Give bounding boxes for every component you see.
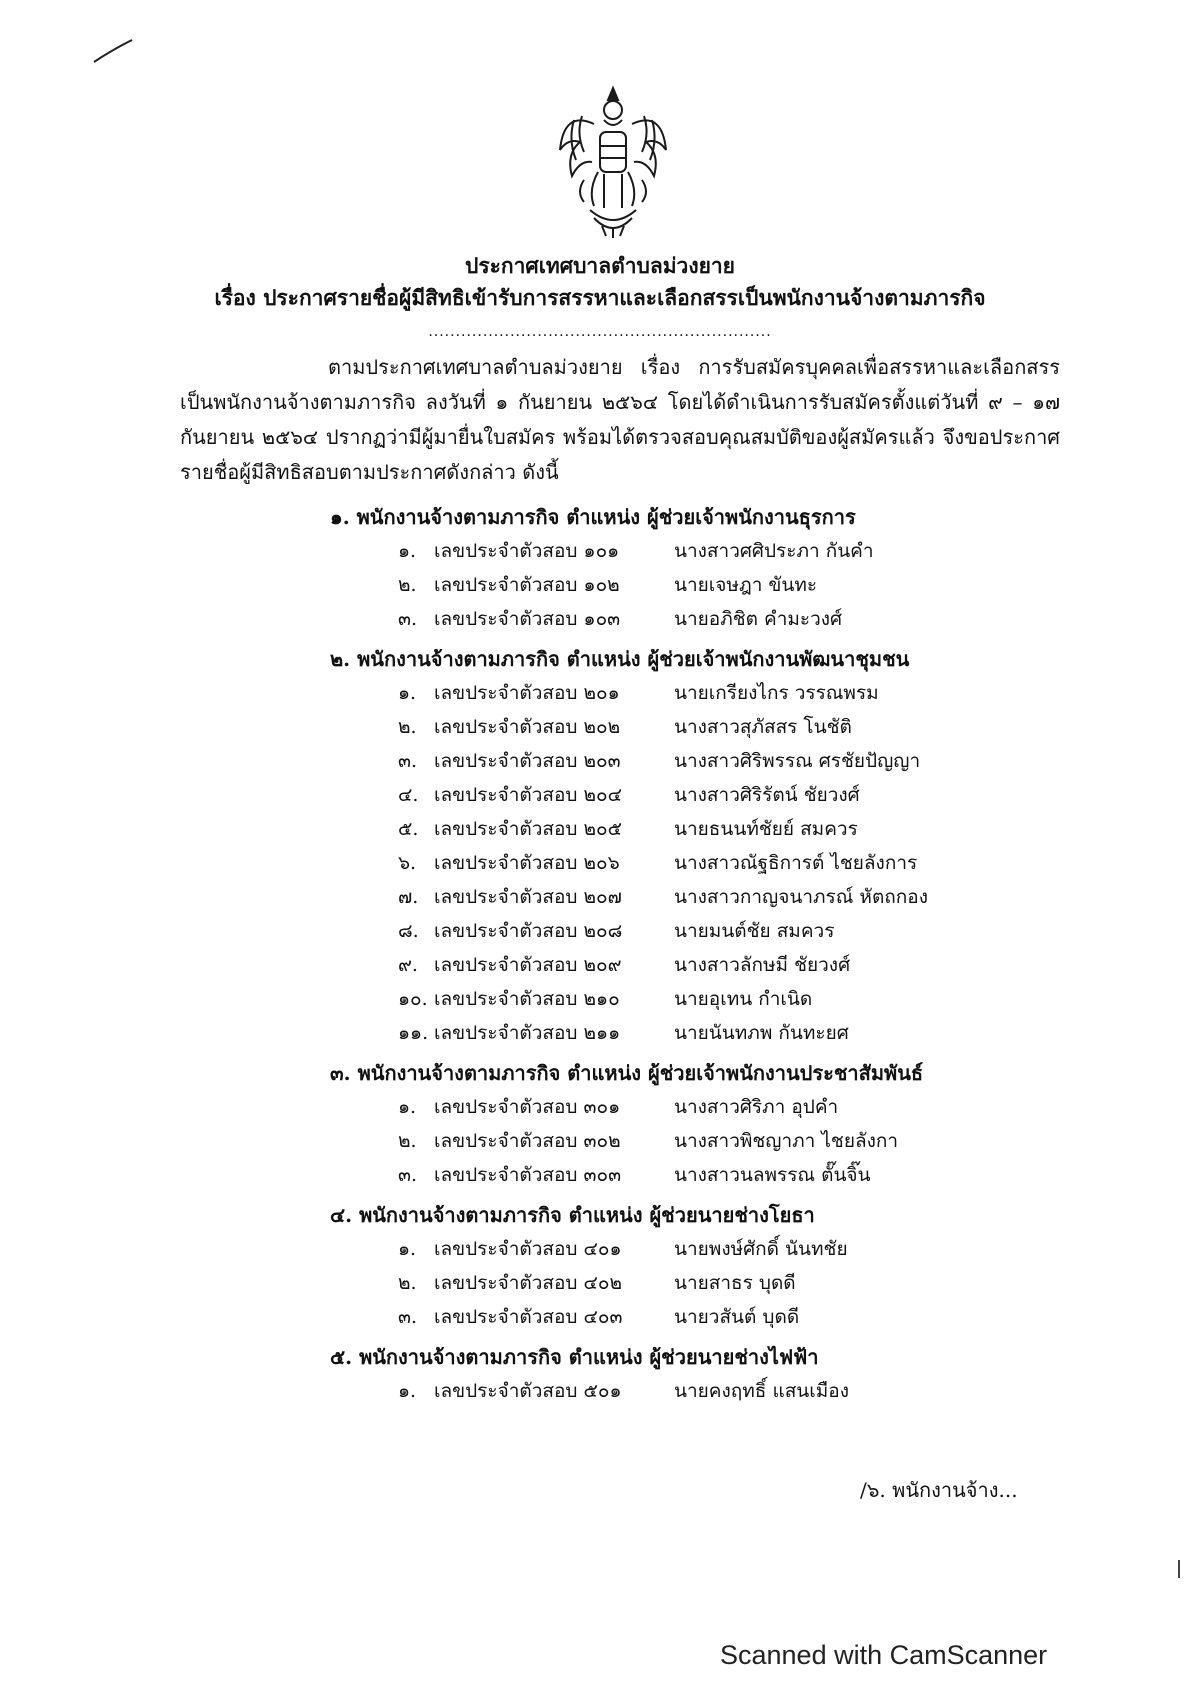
candidate-number: ๗. (398, 886, 419, 908)
candidate-name: นายอุเทน กำเนิด (674, 988, 813, 1010)
candidate-row (330, 568, 1130, 602)
candidate-number: ๔. (398, 784, 419, 806)
section-heading: ๒. พนักงานจ้างตามภารกิจ ตำแหน่ง ผู้ช่วยเจ้าพนักงานพัฒนาชุมชน (330, 647, 910, 671)
candidate-number: ๓. (398, 1306, 418, 1328)
exam-id-label: เลขประจำตัวสอบ ๒๐๓ (434, 750, 621, 772)
candidate-row (330, 846, 1130, 880)
candidate-row (330, 778, 1130, 812)
candidate-row (330, 676, 1130, 710)
candidate-number: ๓. (398, 750, 418, 772)
section-heading: ๕. พนักงานจ้างตามภารกิจ ตำแหน่ง ผู้ช่วยนายช่างไฟฟ้า (330, 1345, 819, 1369)
position-section (330, 1056, 1130, 1192)
exam-id-label: เลขประจำตัวสอบ ๒๐๒ (434, 716, 621, 738)
document-subject: เรื่อง ประกาศรายชื่อผู้มีสิทธิเข้ารับการสรรหาและเลือกสรรเป็นพนักงานจ้างตามภารกิจ (214, 285, 986, 310)
candidate-name: นางสาวณัฐธิการต์ ไชยลังการ (674, 852, 918, 874)
exam-id-label: เลขประจำตัวสอบ ๒๐๑ (434, 682, 620, 704)
candidate-number: ๒. (398, 1272, 417, 1294)
exam-id-label: เลขประจำตัวสอบ ๓๐๒ (434, 1130, 621, 1152)
candidate-name: นายสาธร บุดดี (674, 1272, 796, 1294)
exam-id-label: เลขประจำตัวสอบ ๑๐๓ (434, 608, 621, 630)
document-header (0, 250, 1200, 350)
candidate-row (330, 880, 1130, 914)
exam-id-label: เลขประจำตัวสอบ ๒๐๙ (434, 954, 622, 976)
candidate-sections (330, 500, 1130, 1414)
candidate-name: นายเจษฎา ขันทะ (674, 574, 818, 596)
intro-paragraph: ตามประกาศเทศบาลตำบลม่วงยาย เรื่อง การรับสมัครบุคคลเพื่อสรรหาและเลือกสรรเป็นพนักงานจ้างตามภารกิจ ลงวันที่ ๑ กันยายน ๒๕๖๔ โดยได้ดำเนินการรับสมัครตั้งแต่วันที่ ๙ – ๑๗ กันยายน ๒๕๖๔ ปรากฏว่ามีผู้มายื่นใบสมัคร พร้อมได้ตรวจสอบคุณสมบัติของผู้สมัครแล้ว จึงขอประกาศรายชื่อผู้มีสิทธิสอบตามประกาศดังกล่าว ดังนี้ (180, 355, 1060, 484)
candidate-name: นางสาวศิริพรรณ ศรชัยปัญญา (674, 750, 921, 772)
candidate-row (330, 948, 1130, 982)
candidate-name: นายมนต์ชัย สมควร (674, 920, 835, 942)
candidate-row (330, 534, 1130, 568)
candidate-name: นางสาวพิชญาภา ไชยลังกา (674, 1130, 899, 1152)
document-title: ประกาศเทศบาลตำบลม่วงยาย (465, 253, 735, 278)
candidate-number: ๑. (398, 1380, 417, 1402)
position-section (330, 1340, 1130, 1408)
candidate-name: นายธนนท์ชัยย์ สมควร (674, 818, 858, 840)
candidate-row (330, 982, 1130, 1016)
section-heading: ๔. พนักงานจ้างตามภารกิจ ตำแหน่ง ผู้ช่วยนายช่างโยธา (330, 1203, 815, 1227)
candidate-row (330, 744, 1130, 778)
exam-id-label: เลขประจำตัวสอบ ๔๐๑ (434, 1238, 622, 1260)
candidate-number: ๑๐. (398, 988, 428, 1010)
candidate-name: นางสาวศิริรัตน์ ชัยวงศ์ (674, 784, 860, 806)
candidate-row (330, 1124, 1130, 1158)
candidate-row (330, 1016, 1130, 1050)
candidate-row (330, 710, 1130, 744)
candidate-number: ๑. (398, 1238, 417, 1260)
position-section (330, 642, 1130, 1050)
section-heading: ๑. พนักงานจ้างตามภารกิจ ตำแหน่ง ผู้ช่วยเจ้าพนักงานธุรการ (330, 505, 856, 529)
pen-stroke-mark (92, 36, 136, 66)
candidate-name: นางสาวศิริภา อุปคำ (674, 1096, 839, 1118)
candidate-name: นางสาวลักษมี ชัยวงศ์ (674, 954, 851, 976)
candidate-row (330, 1300, 1130, 1334)
candidate-number: ๑. (398, 682, 417, 704)
exam-id-label: เลขประจำตัวสอบ ๔๐๓ (434, 1306, 623, 1328)
candidate-name: นางสาวสุภัสสร โนชัติ (674, 716, 852, 738)
candidate-name: นายนันทภพ กันทะยศ (674, 1022, 849, 1044)
candidate-number: ๒. (398, 716, 417, 738)
candidate-number: ๓. (398, 608, 418, 630)
garuda-emblem-icon (554, 80, 672, 242)
candidate-number: ๘. (398, 920, 419, 942)
candidate-row (330, 1158, 1130, 1192)
candidate-number: ๒. (398, 1130, 417, 1152)
candidate-name: นางสาวศศิประภา กันคำ (674, 540, 874, 562)
candidate-row (330, 602, 1130, 636)
candidate-number: ๑. (398, 1096, 417, 1118)
candidate-row (330, 812, 1130, 846)
exam-id-label: เลขประจำตัวสอบ ๒๑๑ (434, 1022, 621, 1044)
candidate-number: ๕. (398, 818, 419, 840)
candidate-number: ๒. (398, 574, 417, 596)
candidate-row (330, 914, 1130, 948)
exam-id-label: เลขประจำตัวสอบ ๒๐๗ (434, 886, 622, 908)
candidate-number: ๖. (398, 852, 417, 874)
candidate-row (330, 1090, 1130, 1124)
exam-id-label: เลขประจำตัวสอบ ๕๐๑ (434, 1380, 622, 1402)
exam-id-label: เลขประจำตัวสอบ ๒๑๐ (434, 988, 620, 1010)
candidate-name: นายคงฤทธิ์ แสนเมือง (674, 1380, 849, 1402)
exam-id-label: เลขประจำตัวสอบ ๓๐๓ (434, 1164, 622, 1186)
exam-id-label: เลขประจำตัวสอบ ๒๐๖ (434, 852, 620, 874)
position-section (330, 1198, 1130, 1334)
header-divider: ............................................................... (428, 324, 772, 340)
candidate-number: ๓. (398, 1164, 418, 1186)
candidate-number: ๑๑. (398, 1022, 429, 1044)
exam-id-label: เลขประจำตัวสอบ ๒๐๔ (434, 784, 623, 806)
candidate-row (330, 1266, 1130, 1300)
position-section (330, 500, 1130, 636)
exam-id-label: เลขประจำตัวสอบ ๒๐๘ (434, 920, 623, 942)
scan-edge-mark (1178, 1560, 1180, 1578)
candidate-row (330, 1232, 1130, 1266)
candidate-name: นายวสันต์ บุดดี (674, 1306, 800, 1328)
exam-id-label: เลขประจำตัวสอบ ๒๐๕ (434, 818, 623, 840)
exam-id-label: เลขประจำตัวสอบ ๔๐๒ (434, 1272, 623, 1294)
section-heading: ๓. พนักงานจ้างตามภารกิจ ตำแหน่ง ผู้ช่วยเจ้าพนักงานประชาสัมพันธ์ (330, 1061, 924, 1085)
candidate-name: นายอภิชิต คำมะวงศ์ (674, 608, 843, 630)
candidate-row (330, 1374, 1130, 1408)
candidate-name: นางสาวกาญจนาภรณ์ หัตถกอง (674, 886, 928, 908)
candidate-number: ๙. (398, 954, 418, 976)
continuation-note: /๖. พนักงานจ้าง... (860, 1478, 1018, 1502)
candidate-name: นายพงษ์ศักดิ์ นันทชัย (674, 1238, 848, 1260)
candidate-name: นางสาวนลพรรณ ตั๊นจิ๊น (674, 1164, 871, 1186)
exam-id-label: เลขประจำตัวสอบ ๑๐๒ (434, 574, 620, 596)
exam-id-label: เลขประจำตัวสอบ ๑๐๑ (434, 540, 620, 562)
candidate-number: ๑. (398, 540, 417, 562)
candidate-name: นายเกรียงไกร วรรณพรม (674, 682, 879, 704)
scanner-watermark: Scanned with CamScanner (720, 1640, 1048, 1670)
exam-id-label: เลขประจำตัวสอบ ๓๐๑ (434, 1096, 621, 1118)
